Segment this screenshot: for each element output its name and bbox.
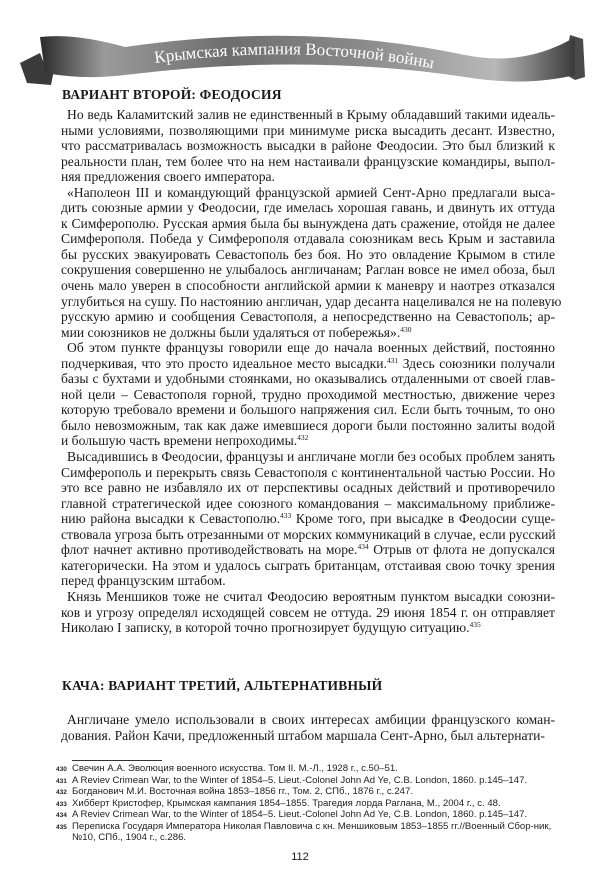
section-heading-feodosia: ВАРИАНТ ВТОРОЙ: ФЕОДОСИЯ [62,87,282,102]
text-line: и большую часть времени непроходимы.$^{432}$ [61,433,309,449]
text-line: бы русских эвакуировать Севастополь без боя. Но это овладение Крымом в стиле [61,246,555,262]
text-line: Но ведь Каламитский залив не единственный в Крыму обладавший такими идеаль- [67,107,555,122]
footnote-number: 435 [56,823,67,831]
text-line: няя предложения своего императора. [61,169,275,185]
paragraph [61,107,555,185]
text-line: перед французским штабом. [61,573,226,589]
text-line: которую требовало времени и большого напряжения сил. Если быть точным, то оно [61,402,555,418]
footnote-text: Богданович М.И. Восточная война 1853–1856 гг., Том. 2, СПб., 1876 г., с.247. [72,786,414,798]
footnote-ref[interactable]: 434 [357,542,369,552]
footnote-item [56,764,561,776]
text-line: реальности план, тем более что на нем настаивали французские командиры, выпол- [61,153,555,169]
banner-title: Крымская кампания Восточной войны [153,39,436,73]
text-line: нию района высадки к Севастополю.$^{433}$ Кроме того, при высадке в Феодосии суще- [61,511,556,527]
section-heading-kacha: КАЧА: ВАРИАНТ ТРЕТИЙ, АЛЬТЕРНАТИВНЫЙ [62,678,383,693]
section-body-kacha [61,712,555,743]
footnote-text: Хибберт Кристофер, Крымская кампания 1854–1855. Трагедия лорда Раглана, М., 2004 г., с. 48. [72,797,501,809]
text-line: Об этом пункте французы говорили еще до начала военных действий, постоянно [67,340,555,356]
footnote-text: Переписка Государя Императора Николая Павловича с кн. Меншиковым 1853–1855 гг.//Военный Сбор-ник, №10, СПб., 1904 г., с.286. [72,820,552,843]
footnote-number: 430 [56,766,67,773]
footnote-ref[interactable]: 435 [469,620,481,630]
text-line: флот начнет активно противодействовать на море.$^{434}$ Отрыв от флота не допускался [61,542,555,558]
footnote-ref[interactable]: 433 [280,511,292,521]
text-line: было невозможным, так как даже имевшиеся дороги были постоянно залиты водой [61,417,555,433]
footnote-number: 433 [56,800,67,808]
footnote-number: 432 [56,789,67,797]
footnote-number: 431 [56,777,67,785]
text-line: Англичане умело использовали в своих интересах амбиции французского коман- [67,712,555,727]
text-line: ствовала угроза быть отрезанными от морских коммуникаций в случае, если русский [61,526,556,542]
footnote-divider [72,760,162,761]
text-line: дить союзные армии у Феодосии, где имелась хорошая гавань, и двинуть их оттуда [61,200,555,216]
text-line: очень мало уверен в способности английской армии к маневру и наотрез отказался [61,278,555,294]
footnote-ref[interactable]: 430 [400,324,412,334]
footnote-text: A Reviev Crimean War, to the Winter of 1854–5. Lieut.-Colonel John Ad Ye, C.B. London, 1860. p.145–147. [72,774,528,786]
footnote-item [56,822,561,843]
text-line: что рассматривалась возможность высадки в районе Феодосии. Это был близкий к [61,138,555,154]
text-line: Высадившись в Феодосии, французы и англичане могли без особых проблем занять [67,449,555,465]
text-line: ными условиями, позволяющими при минимуме риска высадить десант. Известно, [61,122,555,138]
text-line: к Симферополю. Русская армия была бы вынуждена дать сражение, отойдя не далее [61,215,555,231]
text-line: главной стратегической идее союзного командования – максимальному приближе- [61,495,555,511]
footnotes [56,764,561,843]
text-line: дования. Район Качи, предложенный штабом маршала Сент-Арно, был альтернати- [61,727,545,743]
paragraph [61,589,555,636]
text-line: Николаю I записку, в которой точно прогнозирует будущую ситуацию.$^{435}$ [61,620,481,636]
text-line: базы с бухтами и удобными стоянками, но оказывались отдаленными от своей глав- [61,371,555,387]
text-line: это все равно не избавляло их от перспективы осадных действий и противоречило [61,480,555,496]
text-line: категорически. На этом и удалось сыграть британцам, отстаивая свою точку зрения [61,557,555,573]
text-line: Симферополь и перекрыть связь Севастополя с континентальной частью России. Но [61,464,555,480]
footnote-number: 434 [56,812,67,820]
paragraph [61,340,555,449]
text-line: Симферополя. Победа у Симферополя отдавала союзникам весь Крым и заставила [61,231,555,247]
text-line: мии союзников не должны были удаляться от побережья».$^{430}$ [61,324,412,340]
footnote-ref[interactable]: 432 [297,433,309,443]
paragraph [61,449,555,589]
text-line: Князь Меншиков тоже не считал Феодосию вероятным пунктом высадки союзни- [67,588,555,604]
page-number: 112 [291,851,309,863]
text-line: ной цели – Севастополя горной, трудно проходимой местностью, движение через [61,386,555,402]
text-line: русскую армию и сообщения Севастополя, а непосредственно на Севастополь; ар- [61,309,555,325]
text-line: «Наполеон III и командующий французской армией Сент-Арно предлагали выса- [67,184,555,200]
text-line: подчеркивая, что это просто идеальное место высадки.$^{431}$ Здесь союзники получали [61,355,555,371]
footnote-text: Свечин А.А. Эволюция военного искусства. Том II. М.-Л., 1928 г., с.50–51. [72,763,398,774]
paragraph [61,712,555,743]
chapter-banner-ribbon [15,25,590,95]
footnote-text: A Reviev Crimean War, to the Winter of 1854–5. Lieut.-Colonel John Ad Ye, C.B. London, 1860. p.145–147. [72,809,528,821]
footnote-ref[interactable]: 431 [386,355,399,365]
text-line: ков и угрозу определял исходящей совсем не оттуда. 29 июня 1854 г. он отправляет [61,604,555,620]
text-line: углубиться на сушу. По настоянию англичан, удар десанта нацеливался не на полевую [61,293,562,309]
section-body-feodosia [61,107,562,636]
paragraph [61,184,562,340]
text-line: сокрушения совершенно не улыбалось англичанам; Раглан вовсе не имел обоза, был [61,262,555,278]
